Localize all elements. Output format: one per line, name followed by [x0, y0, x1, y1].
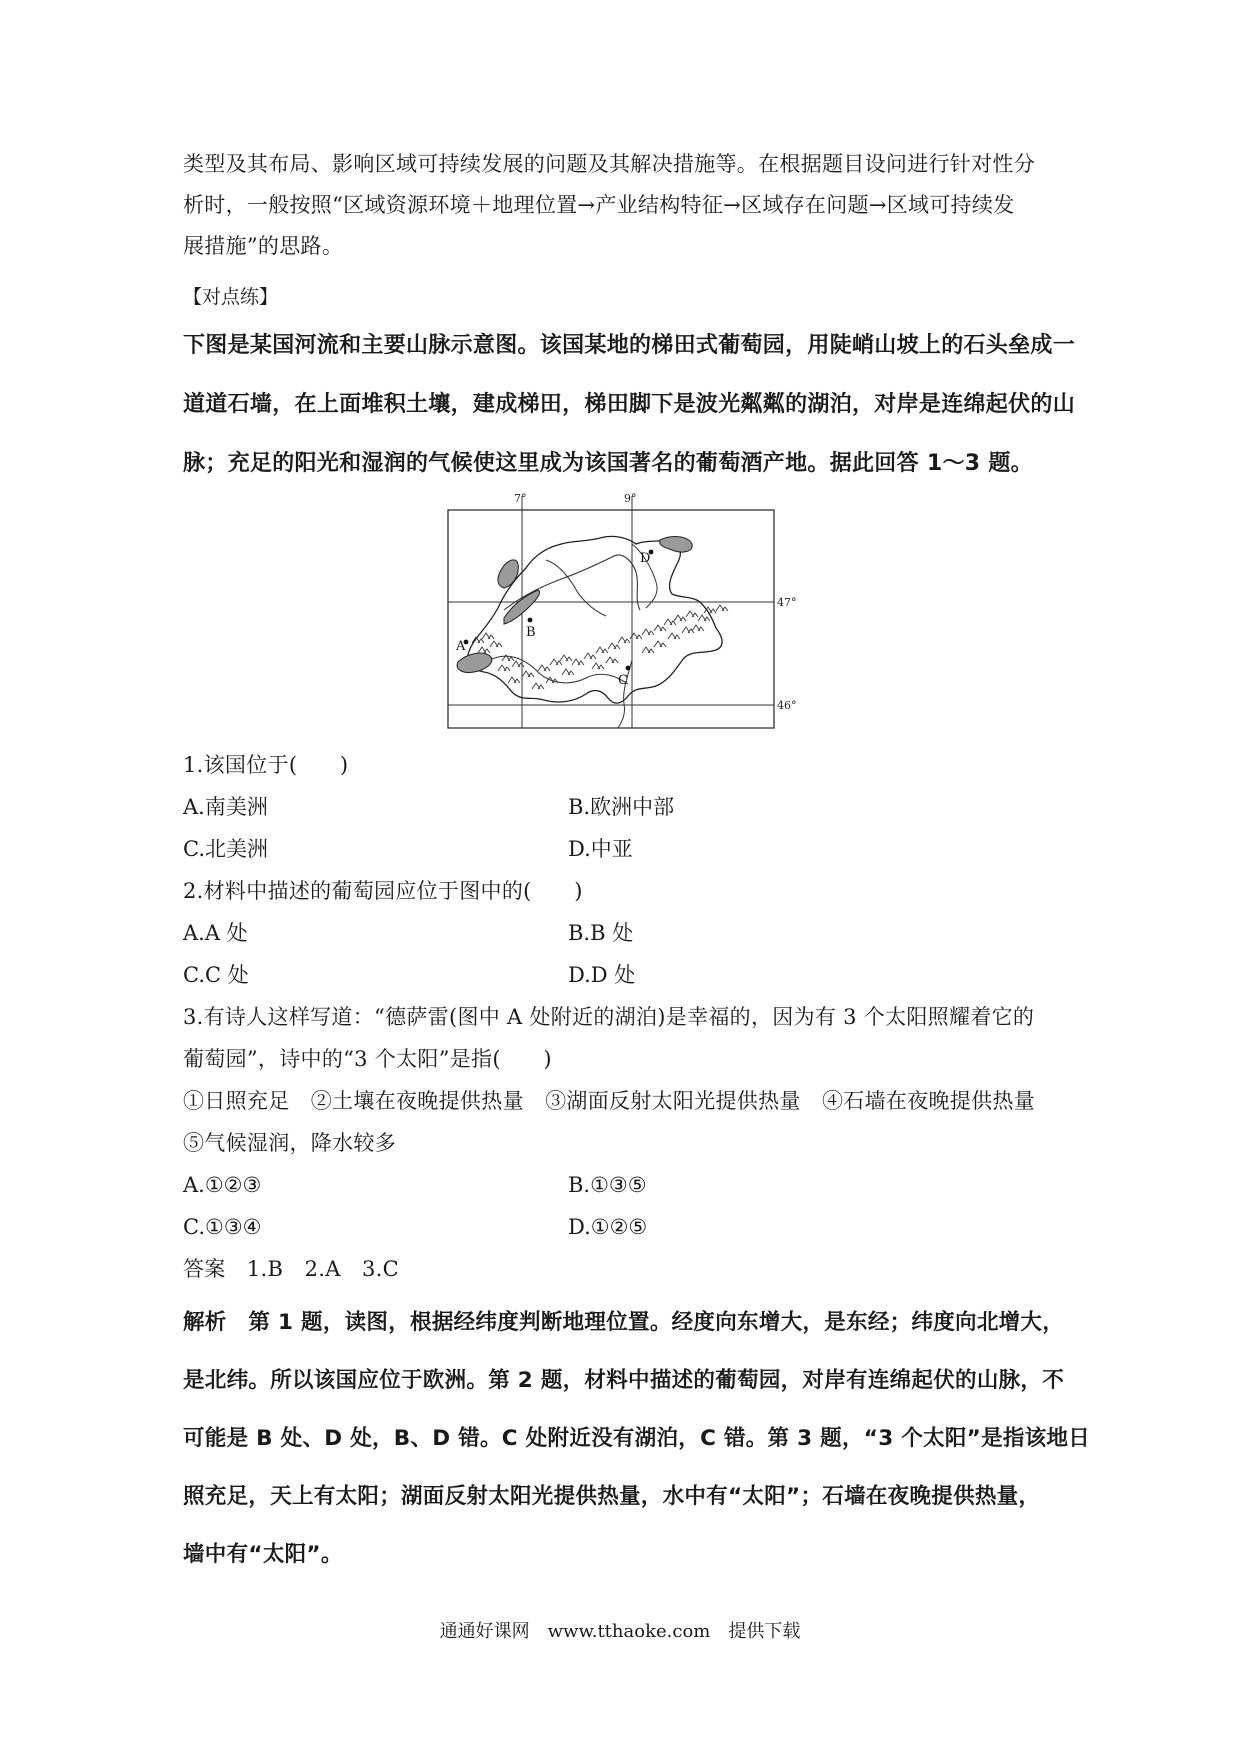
mountain-icon	[654, 641, 666, 647]
option-row	[183, 828, 1063, 870]
option-d: D.D 处	[568, 963, 636, 987]
option-row	[183, 1206, 1063, 1248]
question-statements: ⑤气候湿润，降水较多	[183, 1131, 396, 1155]
mountain-icon	[482, 633, 494, 639]
option-row	[183, 786, 1063, 828]
point-b-label: B	[526, 625, 536, 640]
material-line: 脉；充足的阳光和湿润的气候使这里成为该国著名的葡萄酒产地。据此回答 1～3 题。	[183, 451, 1033, 476]
lat-label-46: 46°	[777, 699, 797, 712]
question-stem: 2.材料中描述的葡萄园应位于图中的( )	[183, 879, 583, 903]
option-b: B.欧洲中部	[568, 795, 675, 819]
mountain-icon	[562, 669, 574, 675]
material-paragraph	[183, 316, 1076, 493]
mountain-icon	[698, 615, 710, 621]
mountain-icon	[532, 683, 544, 689]
mountain-icon	[508, 677, 520, 683]
analysis-line: 墙中有“太阳”。	[183, 1542, 343, 1567]
mountain-icon	[606, 657, 618, 663]
intro-line: 析时，一般按照“区域资源环境＋地理位置→产业结构特征→区域存在问题→区域可持续发	[183, 193, 1015, 217]
river-central	[546, 560, 606, 616]
option-row	[183, 912, 1063, 954]
analysis-line: 照充足，天上有太阳；湖面反射太阳光提供热量，水中有“太阳”；石墙在夜晚提供热量，	[183, 1484, 1041, 1509]
option-b: B.①③⑤	[568, 1173, 647, 1197]
option-a: A.南美洲	[183, 795, 268, 819]
lake-constance	[660, 537, 693, 552]
option-b: B.B 处	[568, 921, 634, 945]
question-2	[183, 870, 1063, 996]
lon-label-7: 7°	[514, 492, 527, 505]
analysis-line: 可能是 B 处、D 处，B、D 错。C 处附近没有湖泊，C 错。第 3 题，“3 个太阳”是指该地日	[183, 1426, 1091, 1451]
mountain-icon	[498, 665, 510, 671]
mountain-icon	[522, 671, 534, 677]
page-footer: 通通好课网 www.tthaoke.com 提供下载	[439, 1621, 801, 1642]
lake-geneva	[457, 653, 492, 672]
question-stem: 3.有诗人这样写道：“德萨雷(图中 A 处附近的湖泊)是幸福的，因为有 3 个太阳照耀着它的	[183, 1005, 1035, 1029]
mountain-icon	[572, 659, 584, 665]
point-b-marker	[528, 618, 533, 623]
mountain-icon	[642, 647, 654, 653]
question-1	[183, 744, 1063, 870]
mountain-icon	[686, 611, 698, 617]
mountain-icon	[716, 605, 728, 611]
mountain-icon	[608, 643, 620, 649]
lon-label-9: 9°	[624, 492, 637, 505]
section-heading: 【对点练】	[183, 286, 279, 308]
country-map-figure	[446, 490, 797, 730]
mountain-icon	[654, 625, 666, 631]
mountain-icon	[538, 665, 550, 671]
answer-text: 答案 1.B 2.A 3.C	[183, 1257, 399, 1281]
mountain-icon	[592, 663, 604, 669]
mountain-icon	[692, 625, 704, 631]
intro-line: 展措施”的思路。	[183, 234, 344, 258]
option-row	[183, 1164, 1063, 1206]
mountain-icon	[490, 641, 502, 647]
point-c-label: C	[618, 673, 628, 688]
map-frame	[448, 510, 774, 728]
option-d: D.中亚	[568, 837, 633, 861]
option-c: C.①③④	[183, 1215, 262, 1239]
option-a: A.A 处	[183, 921, 248, 945]
mountain-icon	[596, 647, 608, 653]
mountain-icon	[642, 629, 654, 635]
mountain-icon	[560, 655, 572, 661]
intro-line: 类型及其布局、影响区域可持续发展的问题及其解决措施等。在根据题目设问进行针对性分	[183, 152, 1035, 176]
option-c: C.C 处	[183, 963, 249, 987]
mountain-icon	[478, 647, 490, 653]
lake-northwest	[498, 560, 518, 588]
material-line: 下图是某国河流和主要山脉示意图。该国某地的梯田式葡萄园，用陡峭山坡上的石头垒成一	[183, 333, 1076, 358]
question-3	[183, 996, 1063, 1248]
option-row	[183, 954, 1063, 996]
answer-line	[183, 1248, 1063, 1290]
option-d: D.①②⑤	[568, 1215, 648, 1239]
option-a: A.①②③	[183, 1173, 262, 1197]
mountain-icon	[618, 637, 630, 643]
intro-paragraph	[183, 144, 1063, 267]
point-a-label: A	[456, 639, 466, 654]
mountain-icon	[674, 615, 686, 621]
question-stem: 葡萄园”，诗中的“3 个太阳”是指( )	[183, 1047, 552, 1071]
material-line: 道道石墙，在上面堆积土壤，建成梯田，梯田脚下是波光粼粼的湖泊，对岸是连绵起伏的山	[183, 392, 1076, 417]
mountain-icon	[584, 653, 596, 659]
analysis-line: 解析 第 1 题，读图，根据经纬度判断地理位置。经度向东增大，是东经；纬度向北增大，	[183, 1310, 1065, 1335]
analysis-paragraph	[183, 1294, 1091, 1584]
question-stem: 1.该国位于( )	[183, 753, 349, 777]
mountain-icon	[668, 633, 680, 639]
analysis-line: 是北纬。所以该国应位于欧洲。第 2 题，材料中描述的葡萄园，对岸有连绵起伏的山脉，不	[183, 1368, 1065, 1393]
option-c: C.北美洲	[183, 837, 268, 861]
point-d-label: D	[640, 551, 651, 566]
question-statements: ①日照充足 ②土壤在夜晚提供热量 ③湖面反射太阳光提供热量 ④石墙在夜晚提供热量	[183, 1089, 1035, 1113]
river-rhone	[486, 656, 628, 684]
lat-label-47: 47°	[777, 596, 797, 609]
point-c-marker	[626, 666, 631, 671]
